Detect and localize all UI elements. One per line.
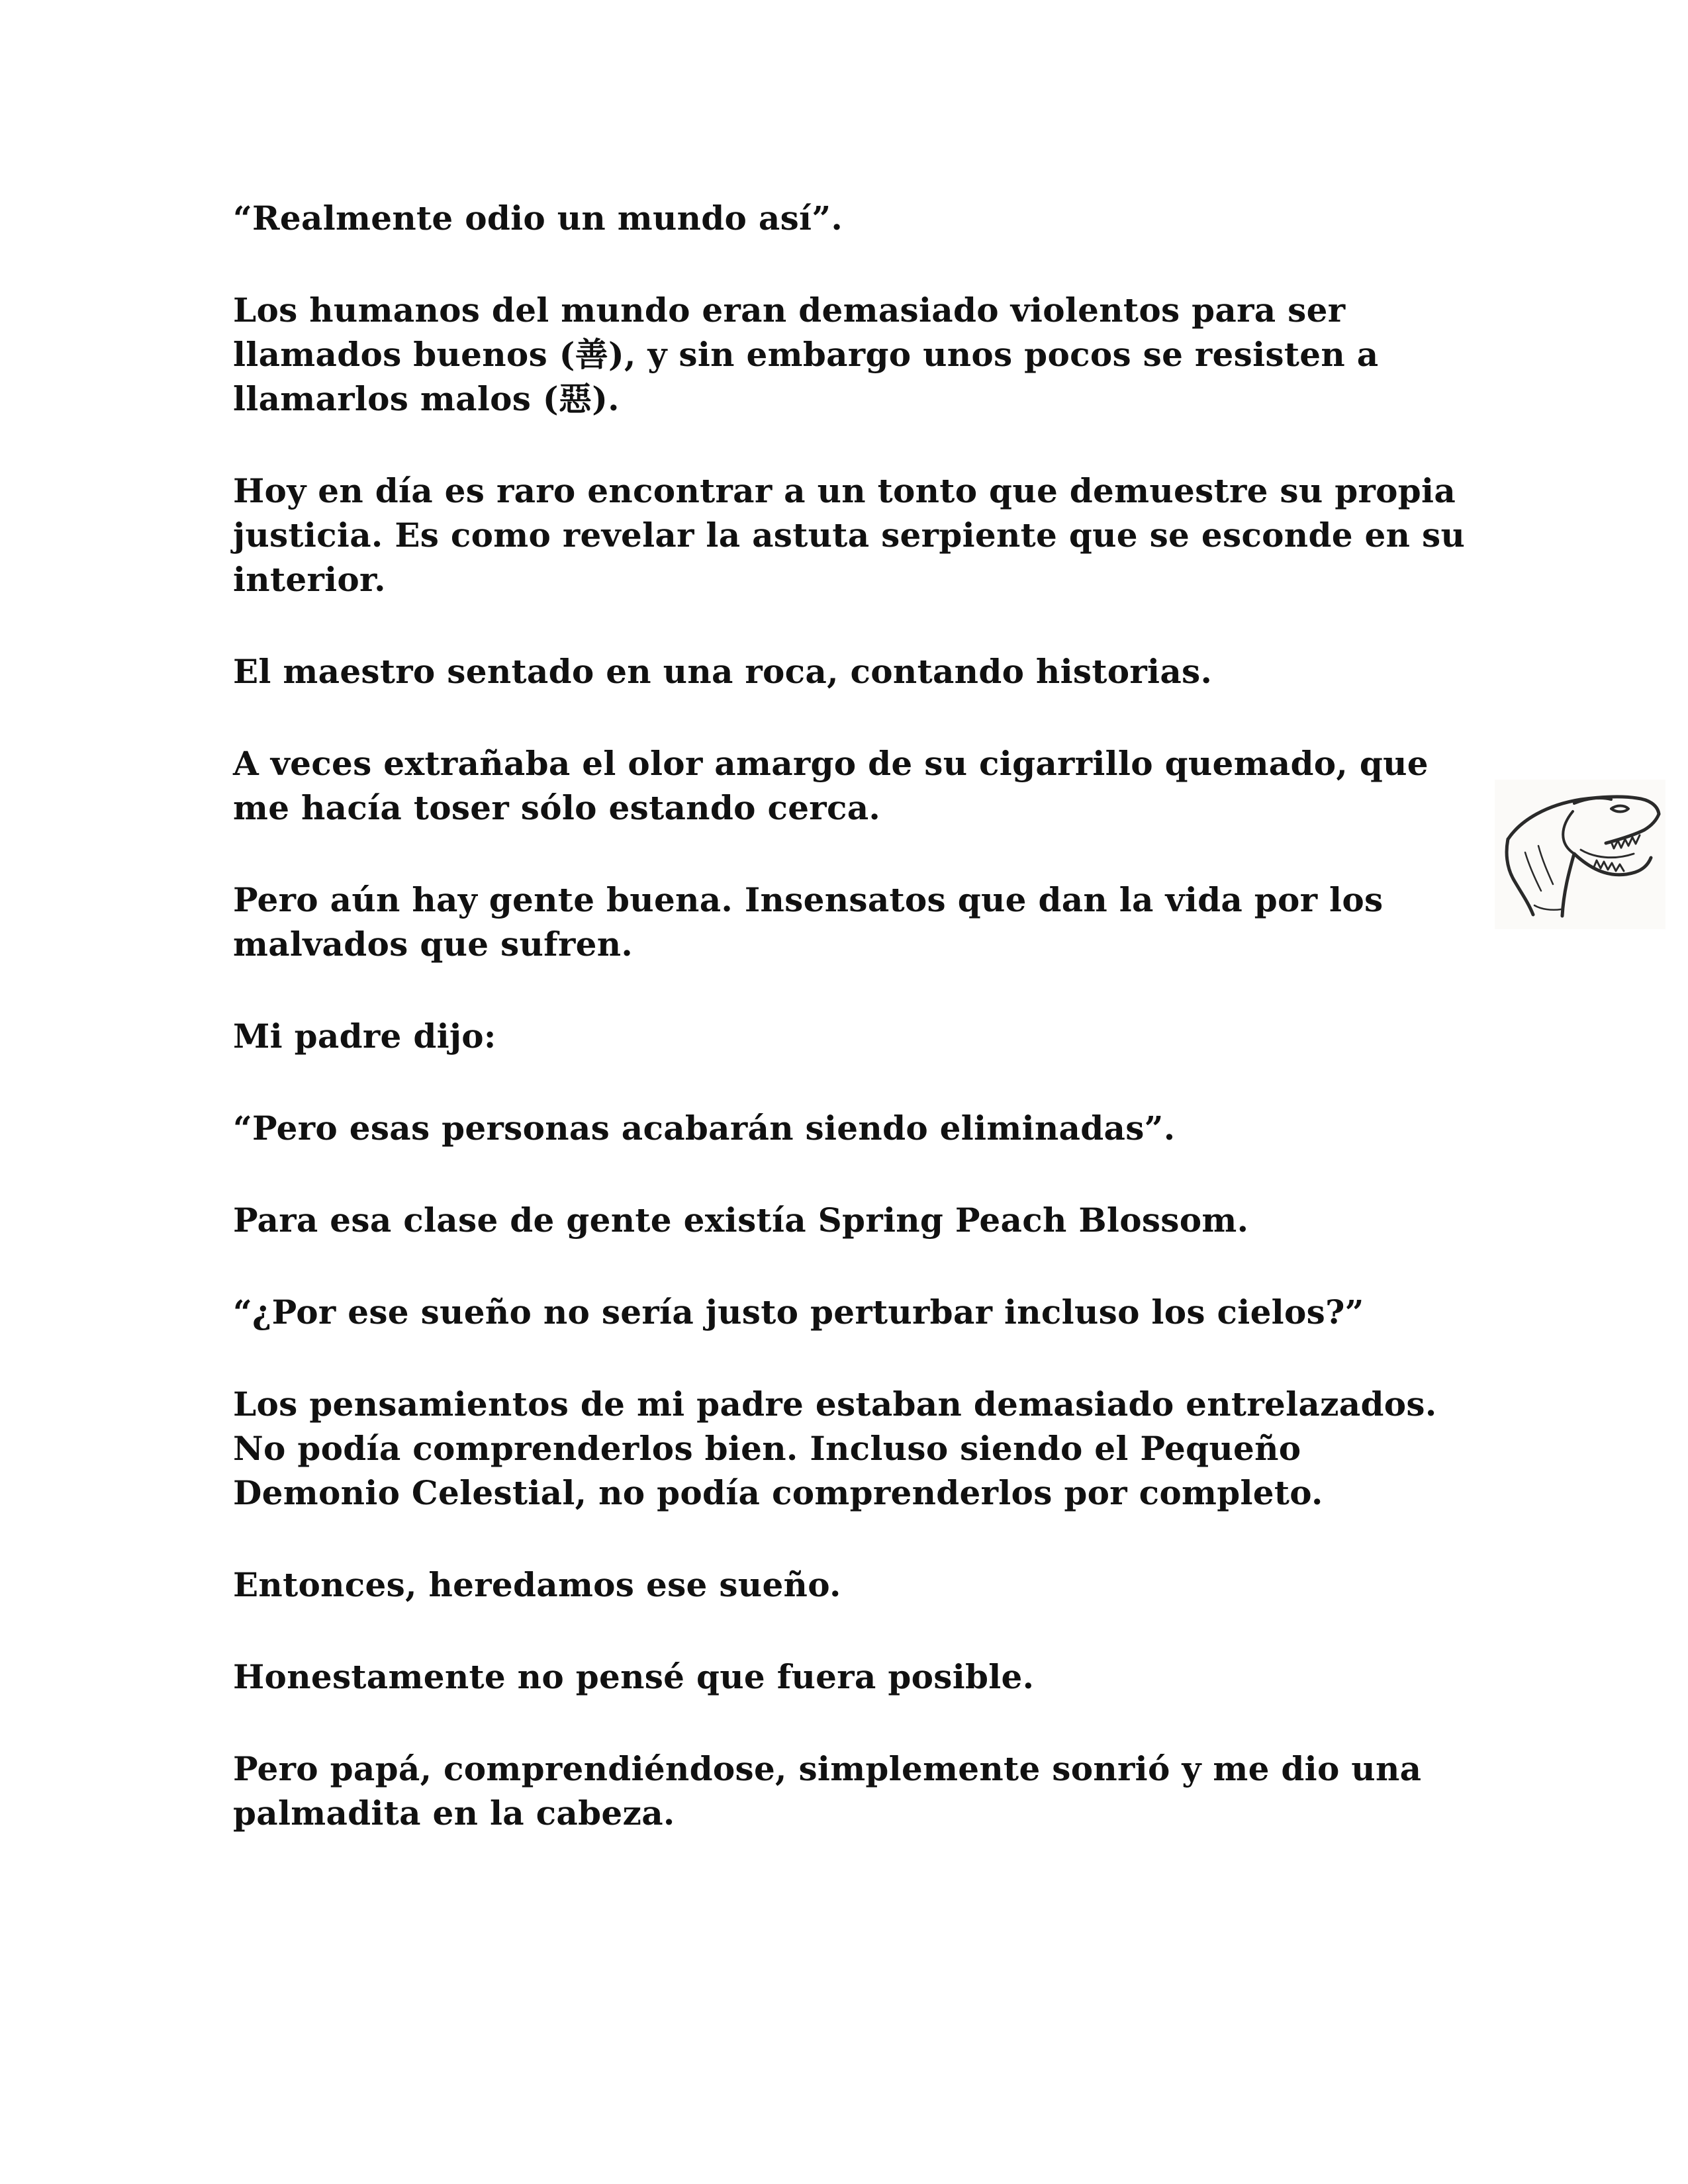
paragraph-7: Mi padre dijo: bbox=[233, 1017, 496, 1056]
paragraph-12: Entonces, heredamos ese sueño. bbox=[233, 1565, 841, 1604]
paragraph-6: Pero aún hay gente buena. Insensatos que dan la vida por los malvados que sufren. bbox=[233, 880, 1383, 964]
paragraph-2: Los humanos del mundo eran demasiado violentos para ser llamados buenos (善), y sin embargo unos pocos se resisten a llamarlos malos (惡). bbox=[233, 291, 1379, 418]
paragraph-8: “Pero esas personas acabarán siendo eliminadas”. bbox=[233, 1109, 1176, 1148]
dinosaur-sketch-icon bbox=[1495, 780, 1665, 929]
paragraph-11: Los pensamientos de mi padre estaban demasiado entrelazados. No podía comprenderlos bien. Incluso siendo el Pequeño Demonio Celestial, no podía comprenderlos por completo. bbox=[233, 1385, 1437, 1512]
paragraph-13: Honestamente no pensé que fuera posible. bbox=[233, 1657, 1035, 1696]
paragraph-9: Para esa clase de gente existía Spring Peach Blossom. bbox=[233, 1201, 1249, 1240]
body-text bbox=[233, 196, 1477, 1883]
paragraph-5: A veces extrañaba el olor amargo de su cigarrillo quemado, que me hacía toser sólo estando cerca. bbox=[233, 744, 1429, 827]
paragraph-1: “Realmente odio un mundo así”. bbox=[233, 199, 843, 238]
paragraph-10: “¿Por ese sueño no sería justo perturbar incluso los cielos?” bbox=[233, 1293, 1364, 1332]
paragraph-3: Hoy en día es raro encontrar a un tonto que demuestre su propia justicia. Es como revelar la astuta serpiente que se esconde en su interior. bbox=[233, 471, 1466, 599]
paragraph-4: El maestro sentado en una roca, contando historias. bbox=[233, 652, 1213, 691]
paragraph-14: Pero papá, comprendiéndose, simplemente sonrió y me dio una palmadita en la cabeza. bbox=[233, 1749, 1422, 1833]
